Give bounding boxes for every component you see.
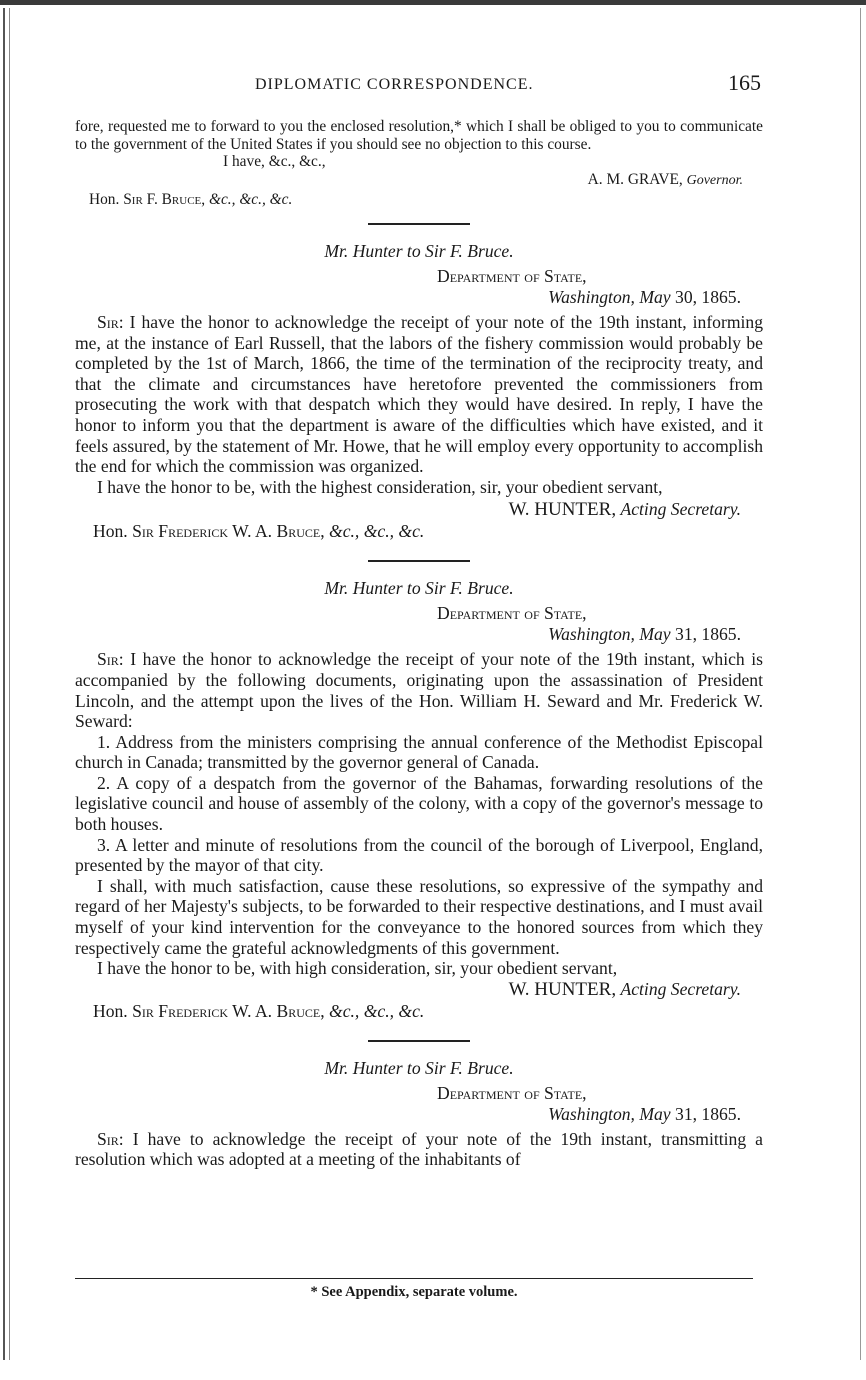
letter2-place: Washington, May	[548, 624, 671, 645]
letter2-body-text: : I have the honor to acknowledge the receipt of your note of the 19th instant, which is accompanied by the following documents, originating upon the assassination of President Lincoln, and the attempt upon the lives of the Hon. William H. Seward and Mr. Frederick W. Seward:	[75, 649, 763, 732]
letter2-addressee-prefix: Hon.	[93, 1000, 128, 1021]
left-binding-edge-inner	[9, 8, 10, 1360]
letter1-dateline	[75, 287, 741, 308]
letter0-addressee-prefix: Hon.	[89, 191, 120, 209]
right-page-edge	[860, 8, 861, 1360]
letter2-item3: 3. A letter and minute of resolutions from the council of the borough of Liverpool, England, presented by the mayor of that city.	[75, 834, 763, 876]
letter3-place: Washington, May	[548, 1103, 671, 1124]
letter2-signature-title: Acting Secretary.	[620, 978, 741, 999]
letter3-dateline	[75, 1104, 741, 1125]
letter1-signature-title: Acting Secretary.	[620, 499, 741, 520]
letter2-salutation: Sir	[97, 649, 119, 670]
letter2-date: 31, 1865.	[675, 624, 741, 645]
letter2-closing: I have the honor to be, with high consideration, sir, your obedient servant,	[97, 958, 618, 979]
letter1-heading: Mr. Hunter to Sir F. Bruce.	[324, 240, 514, 261]
letter2-signature-name: W. HUNTER,	[508, 978, 617, 1000]
page-body	[75, 118, 763, 1170]
letter1-salutation: Sir	[97, 311, 119, 332]
page-header	[75, 70, 763, 100]
letter1-signature	[75, 499, 741, 521]
letter0-addressee-suffix: &c., &c., &c.	[208, 191, 293, 209]
letter3-department: Department of State,	[437, 1082, 587, 1103]
letter0-signature	[75, 171, 743, 190]
letter2-body	[75, 649, 763, 731]
letter1-department: Department of State,	[437, 265, 587, 286]
section-divider	[368, 223, 470, 225]
letter1-date: 30, 1865.	[675, 286, 741, 307]
letter2-dateline	[75, 624, 741, 645]
left-binding-edge	[3, 8, 5, 1360]
letter2-department: Department of State,	[437, 603, 587, 624]
letter2-heading: Mr. Hunter to Sir F. Bruce.	[324, 578, 514, 599]
letter1-addressee-prefix: Hon.	[93, 521, 128, 542]
top-border	[0, 0, 866, 5]
letter1-addressee	[93, 521, 763, 542]
section-divider	[368, 560, 470, 562]
letter2-addressee-name: Sir Frederick W. A. Bruce,	[132, 1000, 325, 1021]
letter0-closing: I have, &c., &c.,	[223, 153, 326, 171]
letter2-item1: 1. Address from the ministers comprising the annual conference of the Methodist Episcopal church in Canada; transmitted by the governor general of Canada.	[75, 731, 763, 773]
letter3-date: 31, 1865.	[675, 1103, 741, 1124]
letter1-body	[75, 312, 763, 477]
letter0-signature-title: Governor.	[686, 172, 743, 188]
section-divider	[368, 1040, 470, 1042]
letter2-signature	[75, 979, 741, 1001]
letter1-body-text: : I have the honor to acknowledge the receipt of your note of the 19th instant, informing me, at the instance of Earl Russell, that the labors of the fishery commission would probably be completed by the 1st of March, 1866, the time of the termination of the reciprocity treaty, and that the climate and circumstances have heretofore prevented the commissioners from prosecuting the work with that despatch which they would have desired. In reply, I have the honor to inform you that the department is aware of the difficulties which have existed, and it feels assured, by the statement of Mr. Howe, that he will employ every opportunity to accomplish the end for which the commission was organized.	[75, 311, 763, 477]
letter1-place: Washington, May	[548, 286, 671, 307]
letter2-para2: I shall, with much satisfaction, cause these resolutions, so expressive of the sympathy and regard of her Majesty's subjects, to be forwarded to their respective destinations, and I must avail myself of your kind intervention for the conveyance to the honored sources from which they respectively came the grateful acknowledgments of this government.	[75, 875, 763, 958]
letter2-addressee-suffix: &c., &c., &c.	[329, 1000, 425, 1021]
page-number: 165	[728, 70, 761, 95]
letter0-signature-name: A. M. GRAVE,	[587, 170, 683, 188]
letter0-addressee	[89, 191, 763, 209]
letter2-item2: 2. A copy of a despatch from the governor of the Bahamas, forwarding resolutions of the legislative council and house of assembly of the colony, with a copy of the governor's message to both houses.	[75, 772, 763, 835]
letter3-body	[75, 1129, 763, 1170]
letter1-addressee-name: Sir Frederick W. A. Bruce,	[132, 521, 325, 542]
letter3-body-text: : I have to acknowledge the receipt of your note of the 19th instant, transmitting a resolution which was adopted at a meeting of the inhabitants of	[75, 1128, 763, 1170]
letter1-signature-name: W. HUNTER,	[508, 499, 617, 521]
letter2-addressee	[93, 1001, 763, 1022]
letter3-heading: Mr. Hunter to Sir F. Bruce.	[324, 1057, 514, 1078]
letter0-text: fore, requested me to forward to you the enclosed resolution,* which I shall be obliged to you to communicate to the government of the United States if you should see no objection to this course.	[75, 118, 763, 153]
running-title: DIPLOMATIC CORRESPONDENCE.	[255, 76, 534, 93]
letter1-closing: I have the honor to be, with the highest consideration, sir, your obedient servant,	[97, 476, 663, 497]
letter0-addressee-name: Sir F. Bruce,	[123, 191, 206, 209]
footnote: * See Appendix, separate volume.	[310, 1284, 518, 1300]
letter3-salutation: Sir	[97, 1128, 119, 1149]
footnote-rule	[75, 1278, 753, 1279]
letter1-addressee-suffix: &c., &c., &c.	[329, 521, 425, 542]
